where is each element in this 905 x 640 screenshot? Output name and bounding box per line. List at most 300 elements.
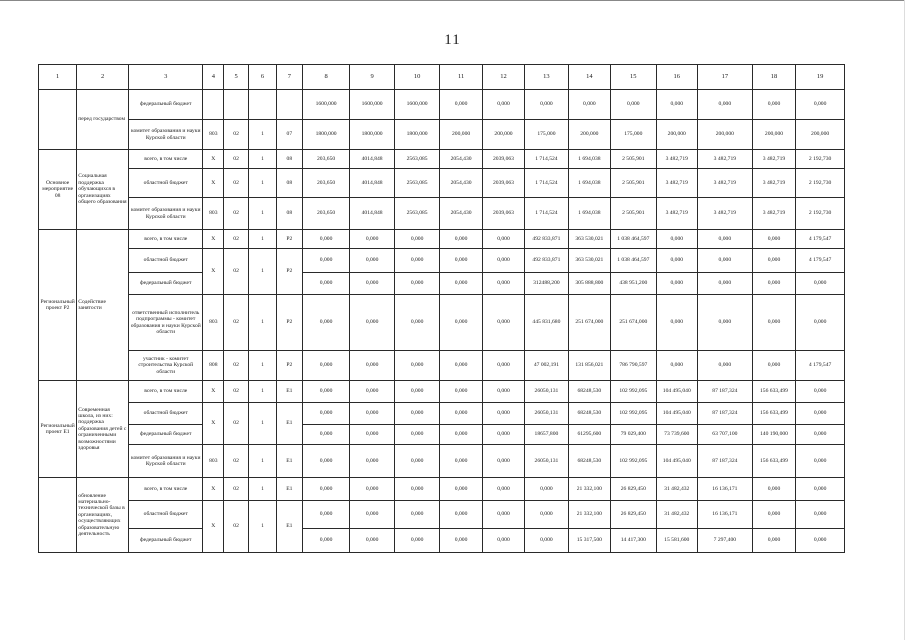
table-cell: X xyxy=(203,249,224,295)
table-cell: 0,000 xyxy=(697,90,752,120)
table-cell: E1 xyxy=(276,478,302,501)
table-cell: комитет образования и науки Курской области xyxy=(129,198,203,230)
table-cell: 0,000 xyxy=(697,249,752,273)
table-cell: 4 179,547 xyxy=(796,351,845,381)
table-cell: 0,000 xyxy=(394,478,440,501)
table-cell: 15 581,600 xyxy=(656,529,697,553)
table-cell: P2 xyxy=(276,351,302,381)
table-cell: 87 187,324 xyxy=(697,445,752,478)
table-cell: 2039,063 xyxy=(482,169,524,198)
column-number-cell: 3 xyxy=(129,65,203,90)
table-cell: 0,000 xyxy=(440,403,482,425)
table-cell: 1 xyxy=(249,169,277,198)
table-cell: P2 xyxy=(276,249,302,295)
table-cell: 4014,848 xyxy=(350,198,394,230)
table-cell: 0,000 xyxy=(440,230,482,249)
column-number-cell: 9 xyxy=(350,65,394,90)
table-cell: 1 xyxy=(249,150,277,169)
table-cell: 3 482,719 xyxy=(656,198,697,230)
table-cell: 31 482,432 xyxy=(656,501,697,529)
table-cell: 0,000 xyxy=(302,295,350,351)
table-row xyxy=(39,150,845,169)
table-cell: 0,000 xyxy=(697,230,752,249)
table-cell: E1 xyxy=(276,501,302,553)
table-cell: 87 187,324 xyxy=(697,403,752,425)
column-number-cell: 7 xyxy=(276,65,302,90)
table-cell: Основное мероприятие 08 xyxy=(39,150,77,230)
table-cell: X xyxy=(203,150,224,169)
table-cell: 0,000 xyxy=(611,90,657,120)
table-cell: 492 833,871 xyxy=(525,249,568,273)
table-cell: 0,000 xyxy=(525,90,568,120)
table-cell: 0,000 xyxy=(302,351,350,381)
table-row xyxy=(39,120,845,150)
table-cell: 26 829,450 xyxy=(611,478,657,501)
table-row xyxy=(39,529,845,553)
table-cell: 21 332,100 xyxy=(568,478,610,501)
table-cell: 3 482,719 xyxy=(697,150,752,169)
table-cell: 0,000 xyxy=(482,425,524,445)
table-row xyxy=(39,445,845,478)
table-cell: 0,000 xyxy=(302,273,350,295)
table-cell: 26050,131 xyxy=(525,403,568,425)
table-cell: 02 xyxy=(224,381,249,403)
table-cell: 0,000 xyxy=(350,249,394,273)
table-cell: комитет образования и науки Курской области xyxy=(129,120,203,150)
table-cell: 0,000 xyxy=(796,529,845,553)
table-cell: 16 136,171 xyxy=(697,478,752,501)
table-cell: 0,000 xyxy=(350,381,394,403)
table-cell: областной бюджет xyxy=(129,169,203,198)
table-cell: 2 505,901 xyxy=(611,198,657,230)
table-cell: 02 xyxy=(224,230,249,249)
table-cell: 0,000 xyxy=(656,249,697,273)
table-cell: 02 xyxy=(224,501,249,553)
table-cell: 0,000 xyxy=(752,90,795,120)
table-cell: 803 xyxy=(203,120,224,150)
table-cell: 0,000 xyxy=(440,273,482,295)
table-cell: 0,000 xyxy=(440,478,482,501)
table-cell: 0,000 xyxy=(350,273,394,295)
table-cell: 0,000 xyxy=(394,445,440,478)
table-cell: 0,000 xyxy=(525,529,568,553)
page-top-edge xyxy=(0,0,905,1)
table-cell: 251 674,000 xyxy=(611,295,657,351)
table-cell: 156 633,499 xyxy=(752,381,795,403)
table-cell: 1 xyxy=(249,403,277,445)
table-cell: E1 xyxy=(276,381,302,403)
table-cell: 0,000 xyxy=(394,425,440,445)
table-cell: 3 482,719 xyxy=(697,198,752,230)
table-cell: 1 714,524 xyxy=(525,150,568,169)
table-cell: 68248,530 xyxy=(568,381,610,403)
table-cell: 0,000 xyxy=(302,501,350,529)
table-cell: 0,000 xyxy=(752,351,795,381)
table-cell: 3 482,719 xyxy=(697,169,752,198)
table-cell xyxy=(203,90,224,120)
table-cell: 63 707,100 xyxy=(697,425,752,445)
table-cell: 0,000 xyxy=(302,403,350,425)
table-cell: 2563,085 xyxy=(394,198,440,230)
table-cell: 0,000 xyxy=(302,381,350,403)
table-cell: 0,000 xyxy=(752,249,795,273)
table-row xyxy=(39,381,845,403)
table-cell: 0,000 xyxy=(697,295,752,351)
table-cell: 15 317,500 xyxy=(568,529,610,553)
table-cell: 02 xyxy=(224,295,249,351)
table-cell: 0,000 xyxy=(350,445,394,478)
table-cell: Социальная поддержка обучающихся в организациях общего образования xyxy=(77,150,129,230)
table-cell: федеральный бюджет xyxy=(129,90,203,120)
table-cell: 0,000 xyxy=(440,501,482,529)
table-cell: 1 xyxy=(249,445,277,478)
table-cell: 200,000 xyxy=(568,120,610,150)
table-cell: 363 530,021 xyxy=(568,230,610,249)
table-cell: X xyxy=(203,230,224,249)
table-cell: 79 029,400 xyxy=(611,425,657,445)
table-cell: всего, в том числе xyxy=(129,478,203,501)
column-number-cell: 1 xyxy=(39,65,77,90)
table-cell: 1 714,524 xyxy=(525,198,568,230)
table-cell: 102 992,095 xyxy=(611,403,657,425)
table-cell: всего, в том числе xyxy=(129,150,203,169)
table-cell: 0,000 xyxy=(796,445,845,478)
table-cell: 200,000 xyxy=(482,120,524,150)
table-cell: всего, в том числе xyxy=(129,230,203,249)
table-cell: 4 179,547 xyxy=(796,249,845,273)
table-cell: 102 992,095 xyxy=(611,445,657,478)
table-cell: 104 495,040 xyxy=(656,403,697,425)
table-cell: 3 482,719 xyxy=(752,198,795,230)
table-cell: 21 332,100 xyxy=(568,501,610,529)
column-number-cell: 2 xyxy=(77,65,129,90)
table-cell: 14 417,300 xyxy=(611,529,657,553)
table-cell: 0,000 xyxy=(752,273,795,295)
table-cell: 1600,000 xyxy=(394,90,440,120)
table-cell: X xyxy=(203,478,224,501)
table-cell: 0,000 xyxy=(350,230,394,249)
table-cell: 02 xyxy=(224,478,249,501)
column-number-cell: 5 xyxy=(224,65,249,90)
table-cell: 3 482,719 xyxy=(656,169,697,198)
table-cell: 3 482,719 xyxy=(752,150,795,169)
table-cell: 1 038 464,597 xyxy=(611,230,657,249)
column-number-cell: 4 xyxy=(203,65,224,90)
table-cell: 0,000 xyxy=(302,445,350,478)
table-cell: 175,000 xyxy=(611,120,657,150)
table-cell: 0,000 xyxy=(302,230,350,249)
table-cell: 0,000 xyxy=(302,478,350,501)
table-cell: 203,650 xyxy=(302,150,350,169)
table-cell: областной бюджет xyxy=(129,501,203,529)
table-cell: E1 xyxy=(276,403,302,445)
table-cell: 0,000 xyxy=(482,90,524,120)
table-cell: 0,000 xyxy=(482,445,524,478)
table-row xyxy=(39,249,845,273)
table-cell: 1 xyxy=(249,478,277,501)
table-cell: 08 xyxy=(276,198,302,230)
table-cell: 0,000 xyxy=(440,249,482,273)
table-cell: Содействие занятости xyxy=(77,230,129,381)
table-cell: 0,000 xyxy=(697,273,752,295)
table-cell: 02 xyxy=(224,169,249,198)
table-cell: 0,000 xyxy=(394,351,440,381)
column-number-cell: 19 xyxy=(796,65,845,90)
table-cell: 0,000 xyxy=(525,478,568,501)
table-cell: 4 179,547 xyxy=(796,230,845,249)
table-cell: 0,000 xyxy=(440,425,482,445)
table-cell: 02 xyxy=(224,120,249,150)
table-cell: 73 739,600 xyxy=(656,425,697,445)
column-number-cell: 8 xyxy=(302,65,350,90)
table-cell: 2054,430 xyxy=(440,150,482,169)
table-cell: 445 831,680 xyxy=(525,295,568,351)
table-cell: 363 530,021 xyxy=(568,249,610,273)
table-cell: 104 495,040 xyxy=(656,381,697,403)
table-cell: 1 xyxy=(249,120,277,150)
table-cell: 251 674,000 xyxy=(568,295,610,351)
table-cell: 18657,800 xyxy=(525,425,568,445)
table-cell: 0,000 xyxy=(482,501,524,529)
table-row xyxy=(39,501,845,529)
table-cell: 803 xyxy=(203,295,224,351)
table-cell: 0,000 xyxy=(697,351,752,381)
table-cell: Региональный проект Р2 xyxy=(39,230,77,381)
table-cell: ответственный исполнитель подпрограммы - комитет образования и науки Курской области xyxy=(129,295,203,351)
table-cell: 0,000 xyxy=(350,351,394,381)
table-cell: 0,000 xyxy=(796,403,845,425)
table-cell: 2054,430 xyxy=(440,169,482,198)
table-cell: P2 xyxy=(276,230,302,249)
table-cell: 0,000 xyxy=(568,90,610,120)
table-cell: 200,000 xyxy=(440,120,482,150)
table-cell: 786 790,597 xyxy=(611,351,657,381)
table-cell: 1 xyxy=(249,381,277,403)
table-cell: 2039,063 xyxy=(482,198,524,230)
table-cell: 1800,000 xyxy=(302,120,350,150)
table-cell: всего, в том числе xyxy=(129,381,203,403)
table-cell: 02 xyxy=(224,351,249,381)
table-cell: 0,000 xyxy=(752,501,795,529)
column-number-cell: 16 xyxy=(656,65,697,90)
column-number-cell: 11 xyxy=(440,65,482,90)
table-cell: 203,650 xyxy=(302,169,350,198)
table-body xyxy=(39,65,845,553)
table-cell: 26 829,450 xyxy=(611,501,657,529)
table-cell: 0,000 xyxy=(394,273,440,295)
table-cell: 16 136,171 xyxy=(697,501,752,529)
table-cell: 0,000 xyxy=(752,478,795,501)
table-row xyxy=(39,230,845,249)
table-cell: 02 xyxy=(224,445,249,478)
table-cell: 1 694,038 xyxy=(568,169,610,198)
table-cell: 0,000 xyxy=(656,351,697,381)
table-cell: 131 856,021 xyxy=(568,351,610,381)
table-cell: 0,000 xyxy=(796,425,845,445)
table-cell: 0,000 xyxy=(482,249,524,273)
table-cell: Современная школа, из них: поддержка образования детей с ограниченными возможностями здоровья xyxy=(77,381,129,478)
table-cell: 0,000 xyxy=(482,529,524,553)
table-cell: 0,000 xyxy=(302,425,350,445)
table-cell: 61295,600 xyxy=(568,425,610,445)
table-cell: федеральный бюджет xyxy=(129,273,203,295)
table-cell: 0,000 xyxy=(656,295,697,351)
page-number: 11 xyxy=(444,32,461,48)
table-cell: 0,000 xyxy=(796,501,845,529)
table-cell: 0,000 xyxy=(350,478,394,501)
table-cell: 1 xyxy=(249,230,277,249)
table-cell: 4014,848 xyxy=(350,169,394,198)
table-row xyxy=(39,295,845,351)
table-row xyxy=(39,425,845,445)
table-cell: 104 495,040 xyxy=(656,445,697,478)
column-number-cell: 12 xyxy=(482,65,524,90)
table-row xyxy=(39,169,845,198)
table-row xyxy=(39,351,845,381)
table-cell: 0,000 xyxy=(302,249,350,273)
table-cell: 156 633,499 xyxy=(752,445,795,478)
table-cell: федеральный бюджет xyxy=(129,425,203,445)
table-cell: 1 xyxy=(249,249,277,295)
table-cell: 0,000 xyxy=(440,295,482,351)
table-cell: 2 505,901 xyxy=(611,150,657,169)
table-cell: 0,000 xyxy=(525,501,568,529)
table-cell: X xyxy=(203,501,224,553)
table-cell: 0,000 xyxy=(796,478,845,501)
table-cell: 0,000 xyxy=(350,501,394,529)
table-cell: обновление материально-технической базы в организациях, осуществляющих образовательную деятельность xyxy=(77,478,129,553)
budget-table xyxy=(38,64,845,553)
table-cell: 7 297,400 xyxy=(697,529,752,553)
table-cell: 1800,000 xyxy=(394,120,440,150)
table-cell: Региональный проект Е1 xyxy=(39,381,77,478)
table-cell: 02 xyxy=(224,150,249,169)
table-cell: 0,000 xyxy=(752,529,795,553)
table-cell: 2 505,901 xyxy=(611,169,657,198)
table-cell: 0,000 xyxy=(796,295,845,351)
table-cell: 803 xyxy=(203,198,224,230)
table-cell: 3 482,719 xyxy=(656,150,697,169)
table-cell: 1 714,524 xyxy=(525,169,568,198)
header-row xyxy=(39,65,845,90)
table-cell: 1 038 464,597 xyxy=(611,249,657,273)
table-cell: 203,650 xyxy=(302,198,350,230)
table-cell: 0,000 xyxy=(482,381,524,403)
table-cell: 2 192,730 xyxy=(796,198,845,230)
table-cell: 0,000 xyxy=(752,230,795,249)
table-cell: перед государством xyxy=(77,90,129,150)
table-cell: 1 xyxy=(249,351,277,381)
column-number-cell: 10 xyxy=(394,65,440,90)
table-cell: федеральный бюджет xyxy=(129,529,203,553)
table-cell: участник - комитет строительства Курской области xyxy=(129,351,203,381)
table-cell: 02 xyxy=(224,198,249,230)
table-cell xyxy=(276,90,302,120)
table-cell: 2039,063 xyxy=(482,150,524,169)
table-cell: 0,000 xyxy=(350,529,394,553)
table-cell: 0,000 xyxy=(394,501,440,529)
column-number-cell: 14 xyxy=(568,65,610,90)
table-row xyxy=(39,273,845,295)
table-cell: 87 187,324 xyxy=(697,381,752,403)
table-cell: 08 xyxy=(276,150,302,169)
table-cell: X xyxy=(203,381,224,403)
table-cell: 02 xyxy=(224,249,249,295)
table-cell: 0,000 xyxy=(796,90,845,120)
table-cell: 1 xyxy=(249,501,277,553)
table-cell: 1800,000 xyxy=(350,120,394,150)
table-cell: 492 833,871 xyxy=(525,230,568,249)
table-cell: 200,000 xyxy=(697,120,752,150)
table-cell: 0,000 xyxy=(350,425,394,445)
table-cell: 140 190,000 xyxy=(752,425,795,445)
table-row xyxy=(39,403,845,425)
table-row xyxy=(39,198,845,230)
table-cell: областной бюджет xyxy=(129,403,203,425)
table-cell: 0,000 xyxy=(752,295,795,351)
table-row xyxy=(39,478,845,501)
table-cell: 0,000 xyxy=(482,230,524,249)
table-cell: 0,000 xyxy=(350,295,394,351)
table-cell: 02 xyxy=(224,403,249,445)
table-cell: 0,000 xyxy=(394,249,440,273)
table-cell: 102 992,095 xyxy=(611,381,657,403)
table-cell: 2054,430 xyxy=(440,198,482,230)
table-cell: 0,000 xyxy=(656,230,697,249)
table-cell: 0,000 xyxy=(394,230,440,249)
table-cell: 175,000 xyxy=(525,120,568,150)
table-cell: 803 xyxy=(203,445,224,478)
table-cell: 0,000 xyxy=(796,381,845,403)
table-cell: 438 951,200 xyxy=(611,273,657,295)
table-cell: комитет образования и науки Курской области xyxy=(129,445,203,478)
table-cell: 305 888,800 xyxy=(568,273,610,295)
table-cell: 3 482,719 xyxy=(752,169,795,198)
table-cell: 07 xyxy=(276,120,302,150)
table-cell: 0,000 xyxy=(440,381,482,403)
table-cell xyxy=(224,90,249,120)
table-cell: X xyxy=(203,403,224,445)
table-cell: 1 694,038 xyxy=(568,198,610,230)
table-cell: 200,000 xyxy=(752,120,795,150)
table-cell xyxy=(39,478,77,553)
table-cell: 1 694,038 xyxy=(568,150,610,169)
table-cell: 1 xyxy=(249,198,277,230)
table-cell: 0,000 xyxy=(394,529,440,553)
table-cell: 200,000 xyxy=(656,120,697,150)
table-cell: 68248,530 xyxy=(568,403,610,425)
column-number-cell: 6 xyxy=(249,65,277,90)
table-cell: 0,000 xyxy=(440,445,482,478)
table-cell xyxy=(249,90,277,120)
table-cell: областной бюджет xyxy=(129,249,203,273)
column-number-cell: 13 xyxy=(525,65,568,90)
table-cell: 2563,085 xyxy=(394,169,440,198)
table-cell: 0,000 xyxy=(394,295,440,351)
column-number-cell: 18 xyxy=(752,65,795,90)
table-cell: 0,000 xyxy=(796,273,845,295)
column-number-cell: 17 xyxy=(697,65,752,90)
table-cell: 26050,131 xyxy=(525,381,568,403)
table-cell: 0,000 xyxy=(656,90,697,120)
table-cell: 2563,085 xyxy=(394,150,440,169)
table-row xyxy=(39,90,845,120)
table-cell: 0,000 xyxy=(482,351,524,381)
table-cell: 08 xyxy=(276,169,302,198)
table-cell: 4014,848 xyxy=(350,150,394,169)
table-cell: 156 633,499 xyxy=(752,403,795,425)
table-cell: 0,000 xyxy=(482,273,524,295)
